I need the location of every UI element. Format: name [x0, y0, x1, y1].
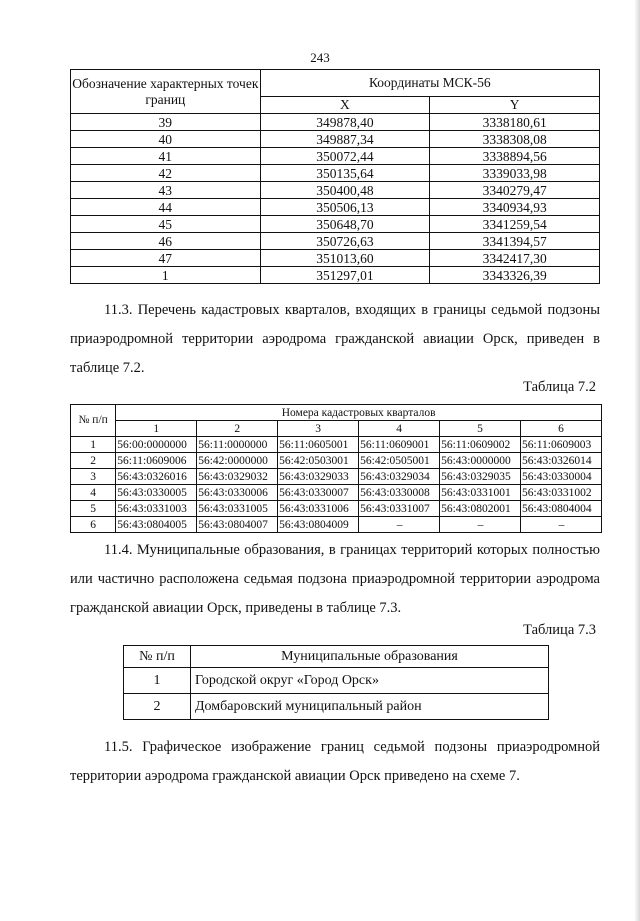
mun-num-cell: 2 [124, 694, 191, 720]
y-cell: 3338308,08 [430, 131, 600, 148]
point-cell: 46 [71, 233, 261, 250]
cadastral-cell: 56:43:0329033 [278, 469, 359, 485]
cadastral-cell: 56:11:0609006 [116, 453, 197, 469]
page-edge-shadow [634, 0, 640, 921]
cadastral-cell: 56:43:0330006 [197, 485, 278, 501]
cadastral-cell: 56:43:0331006 [278, 501, 359, 517]
table-row [71, 453, 602, 469]
table-row [71, 199, 600, 216]
cadastral-cell: 56:43:0329032 [197, 469, 278, 485]
cadastral-cell: – [521, 517, 602, 533]
x-cell: 350726,63 [260, 233, 430, 250]
point-cell: 42 [71, 165, 261, 182]
cadastral-cell: 56:11:0605001 [278, 437, 359, 453]
y-cell: 3341259,54 [430, 216, 600, 233]
table-row [71, 131, 600, 148]
point-cell: 44 [71, 199, 261, 216]
cadastral-cell: 56:00:0000000 [116, 437, 197, 453]
x-cell: 351013,60 [260, 250, 430, 267]
coordinates-table [70, 69, 600, 284]
cad-col-number: 2 [197, 421, 278, 437]
point-cell: 43 [71, 182, 261, 199]
paragraph-11-4-text: 11.4. Муниципальные образования, в границах территорий которых полностью или частично расположена седьмая подзона приаэродромной территории аэродрома гражданской авиации Орск, приведены в таблице 7.3. [70, 542, 600, 616]
cadastral-cell: 56:11:0609001 [359, 437, 440, 453]
y-header: Y [430, 97, 600, 114]
cadastral-cell: 56:43:0331007 [359, 501, 440, 517]
cadastral-cell: 56:43:0330005 [116, 485, 197, 501]
cadastral-cell: 56:42:0505001 [359, 453, 440, 469]
points-header: Обозначение характерных точек границ [71, 70, 261, 114]
mun-name-header: Муниципальные образования [191, 646, 549, 668]
cad-col-number: 3 [278, 421, 359, 437]
cadastral-cell: 56:43:0330008 [359, 485, 440, 501]
row-number-cell: 4 [71, 485, 116, 501]
point-cell: 40 [71, 131, 261, 148]
table-7-2-caption: Таблица 7.2 [523, 379, 596, 395]
mun-name-cell: Домбаровский муниципальный район [191, 694, 549, 720]
cadastral-cell: 56:43:0000000 [440, 453, 521, 469]
cadastral-cell: 56:11:0000000 [197, 437, 278, 453]
x-cell: 350648,70 [260, 216, 430, 233]
table-row [71, 182, 600, 199]
cad-col-number: 6 [521, 421, 602, 437]
point-cell: 45 [71, 216, 261, 233]
cadastral-table [70, 404, 602, 533]
cadastral-cell: 56:43:0326016 [116, 469, 197, 485]
table-row [71, 437, 602, 453]
paragraph-11-5 [70, 733, 600, 791]
cadastral-cell: 56:43:0331003 [116, 501, 197, 517]
x-cell: 350506,13 [260, 199, 430, 216]
y-cell: 3338180,61 [430, 114, 600, 131]
mun-name-cell: Городской округ «Город Орск» [191, 668, 549, 694]
table-row [71, 485, 602, 501]
table-row [71, 250, 600, 267]
paragraph-11-3 [70, 296, 600, 383]
table-row [71, 216, 600, 233]
cad-col-number: 1 [116, 421, 197, 437]
cadastral-cell: 56:43:0330007 [278, 485, 359, 501]
row-number-cell: 2 [71, 453, 116, 469]
table-row [71, 148, 600, 165]
coords-header: Координаты МСК-56 [260, 70, 599, 97]
x-header: X [260, 97, 430, 114]
table-row [71, 267, 600, 284]
y-cell: 3339033,98 [430, 165, 600, 182]
table-row [71, 165, 600, 182]
cadastral-cell: – [359, 517, 440, 533]
cadastral-cell: 56:11:0609003 [521, 437, 602, 453]
table-row [71, 517, 602, 533]
row-number-cell: 6 [71, 517, 116, 533]
cadastral-cell: 56:43:0329035 [440, 469, 521, 485]
point-cell: 41 [71, 148, 261, 165]
cadastral-cell: 56:43:0329034 [359, 469, 440, 485]
cadastral-cell: 56:43:0804004 [521, 501, 602, 517]
y-cell: 3343326,39 [430, 267, 600, 284]
paragraph-11-4 [70, 536, 600, 623]
x-cell: 350135,64 [260, 165, 430, 182]
point-cell: 1 [71, 267, 261, 284]
cadastral-cell: 56:43:0331005 [197, 501, 278, 517]
table-row [71, 501, 602, 517]
x-cell: 349878,40 [260, 114, 430, 131]
cad-num-header: № п/п [71, 405, 116, 437]
cadastral-cell: 56:42:0000000 [197, 453, 278, 469]
paragraph-11-5-text: 11.5. Графическое изображение границ седьмой подзоны приаэродромной территории аэродрома гражданской авиации Орск приведено на схеме 7. [70, 739, 600, 784]
y-cell: 3340279,47 [430, 182, 600, 199]
cadastral-cell: 56:43:0330004 [521, 469, 602, 485]
table-7-3-caption: Таблица 7.3 [523, 622, 596, 638]
cadastral-cell: 56:43:0331001 [440, 485, 521, 501]
paragraph-11-3-text: 11.3. Перечень кадастровых кварталов, входящих в границы седьмой подзоны приаэродромной территории аэродрома гражданской авиации Орск, приведен в таблице 7.2. [70, 302, 600, 376]
row-number-cell: 5 [71, 501, 116, 517]
cadastral-cell: 56:43:0804009 [278, 517, 359, 533]
cadastral-cell: – [440, 517, 521, 533]
y-cell: 3342417,30 [430, 250, 600, 267]
x-cell: 349887,34 [260, 131, 430, 148]
mun-num-header: № п/п [124, 646, 191, 668]
cad-col-number: 4 [359, 421, 440, 437]
table-row [71, 233, 600, 250]
table-row [124, 694, 549, 720]
cadastral-cell: 56:43:0802001 [440, 501, 521, 517]
cadastral-cell: 56:43:0804005 [116, 517, 197, 533]
table-row [124, 668, 549, 694]
x-cell: 350400,48 [260, 182, 430, 199]
point-cell: 39 [71, 114, 261, 131]
cad-col-number: 5 [440, 421, 521, 437]
page-number: 243 [310, 50, 330, 65]
municipal-table [123, 645, 549, 720]
cadastral-cell: 56:11:0609002 [440, 437, 521, 453]
x-cell: 351297,01 [260, 267, 430, 284]
table-row [71, 469, 602, 485]
mun-num-cell: 1 [124, 668, 191, 694]
table-row [71, 114, 600, 131]
x-cell: 350072,44 [260, 148, 430, 165]
cadastral-cell: 56:43:0331002 [521, 485, 602, 501]
row-number-cell: 1 [71, 437, 116, 453]
y-cell: 3340934,93 [430, 199, 600, 216]
y-cell: 3338894,56 [430, 148, 600, 165]
row-number-cell: 3 [71, 469, 116, 485]
cadastral-cell: 56:43:0326014 [521, 453, 602, 469]
y-cell: 3341394,57 [430, 233, 600, 250]
cadastral-cell: 56:42:0503001 [278, 453, 359, 469]
cadastral-cell: 56:43:0804007 [197, 517, 278, 533]
point-cell: 47 [71, 250, 261, 267]
cad-title-header: Номера кадастровых кварталов [116, 405, 602, 421]
